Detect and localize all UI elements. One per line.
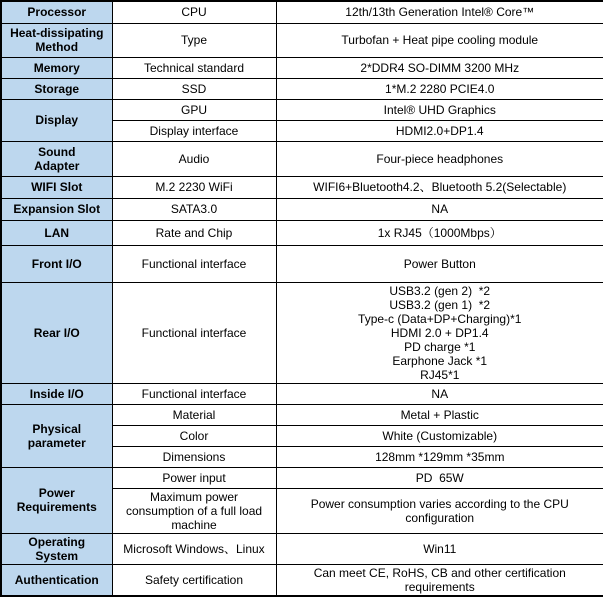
table-row xyxy=(1,467,603,488)
spec-label-text: Maximum power consumption of a full load machine xyxy=(125,489,266,532)
category-line: Heat-dissipating xyxy=(10,26,104,40)
spec-value-line: NA xyxy=(431,386,449,401)
table-row xyxy=(1,282,603,383)
spec-value-line: 1x RJ45（1000Mbps） xyxy=(377,225,502,240)
category-line: WIFI Slot xyxy=(31,180,83,194)
category-line: Processor xyxy=(27,5,87,20)
category-line: Power xyxy=(38,486,75,500)
spec-label-cell xyxy=(112,533,276,564)
category-cell xyxy=(1,99,112,141)
spec-value-cell xyxy=(276,282,603,383)
spec-value-line: White (Customizable) xyxy=(382,428,498,443)
spec-value-line: 128mm *129mm *35mm xyxy=(375,449,505,464)
table-row xyxy=(1,533,603,564)
spec-label-cell xyxy=(112,1,276,23)
spec-label-cell xyxy=(112,220,276,245)
spec-label-cell xyxy=(112,120,276,141)
spec-value-cell xyxy=(276,404,603,425)
spec-label-cell xyxy=(112,99,276,120)
table-row xyxy=(1,383,603,404)
spec-value-cell xyxy=(276,1,603,23)
spec-value-cell xyxy=(276,383,603,404)
spec-value-cell xyxy=(276,467,603,488)
table-row xyxy=(1,23,603,57)
category-line: Memory xyxy=(33,60,80,75)
spec-value-cell xyxy=(276,57,603,78)
category-cell xyxy=(1,220,112,245)
table-row xyxy=(1,220,603,245)
spec-label-cell xyxy=(112,198,276,220)
spec-label-cell xyxy=(112,404,276,425)
spec-label-cell xyxy=(112,383,276,404)
spec-value-cell xyxy=(276,176,603,198)
spec-table-body xyxy=(1,1,603,596)
spec-value-cell xyxy=(276,198,603,220)
category-line: Front I/O xyxy=(31,256,82,271)
spec-value-line: USB3.2 (gen 1) *2 xyxy=(389,297,491,312)
category-line: Method xyxy=(35,40,79,54)
spec-label-text: CPU xyxy=(181,5,207,20)
category-cell xyxy=(1,282,112,383)
category-cell xyxy=(1,198,112,220)
category-line: Adapter xyxy=(34,158,80,173)
table-row xyxy=(1,99,603,120)
spec-value-line: RJ45*1 xyxy=(420,367,460,382)
spec-value-line: USB3.2 (gen 2) *2 xyxy=(389,283,491,298)
table-row xyxy=(1,176,603,198)
spec-label-text: Display interface xyxy=(149,123,239,138)
spec-label-cell xyxy=(112,564,276,596)
category-line: Sound xyxy=(38,144,76,159)
spec-label-text: Audio xyxy=(178,151,210,166)
spec-value-cell xyxy=(276,120,603,141)
category-line: parameter xyxy=(27,435,86,450)
spec-label-text: Dimensions xyxy=(162,449,226,464)
category-line: Physical xyxy=(32,421,82,436)
table-row xyxy=(1,1,603,23)
category-line: LAN xyxy=(44,225,70,240)
spec-value-line: NA xyxy=(431,202,449,216)
category-cell xyxy=(1,467,112,533)
spec-value-line: PD charge *1 xyxy=(404,339,476,354)
category-cell xyxy=(1,245,112,282)
category-line: Authentication xyxy=(14,572,99,587)
spec-label-cell xyxy=(112,141,276,176)
spec-value-line: HDMI2.0+DP1.4 xyxy=(395,123,484,138)
category-cell xyxy=(1,176,112,198)
table-row xyxy=(1,564,603,596)
spec-label-text: Power input xyxy=(162,470,226,485)
table-row xyxy=(1,78,603,99)
spec-value-line: WIFI6+Bluetooth4.2、Bluetooth 5.2(Selectable) xyxy=(313,180,567,194)
spec-value-cell xyxy=(276,245,603,282)
spec-value-line: Power consumption varies according to the CPU configuration xyxy=(310,496,573,525)
spec-label-text: Type xyxy=(180,33,207,47)
spec-label-cell xyxy=(112,467,276,488)
spec-value-line: 12th/13th Generation Intel® Core™ xyxy=(345,5,535,20)
category-cell xyxy=(1,404,112,467)
spec-value-cell xyxy=(276,23,603,57)
spec-value-line: Metal + Plastic xyxy=(400,407,479,422)
category-line: Rear I/O xyxy=(33,325,80,340)
spec-label-text: M.2 2230 WiFi xyxy=(155,180,233,194)
spec-value-line: Power Button xyxy=(403,256,476,271)
spec-value-cell xyxy=(276,564,603,596)
category-cell xyxy=(1,23,112,57)
category-cell xyxy=(1,57,112,78)
spec-label-cell xyxy=(112,488,276,533)
spec-label-text: Functional interface xyxy=(141,256,247,271)
spec-label-text: SATA3.0 xyxy=(170,202,218,216)
category-line: Display xyxy=(35,113,79,127)
spec-label-cell xyxy=(112,23,276,57)
spec-label-cell xyxy=(112,425,276,446)
category-line: Operating xyxy=(28,534,86,549)
spec-value-cell xyxy=(276,446,603,467)
spec-label-cell xyxy=(112,78,276,99)
category-cell xyxy=(1,533,112,564)
spec-label-text: SSD xyxy=(181,81,207,96)
spec-value-line: Earphone Jack *1 xyxy=(392,353,488,368)
spec-value-line: Turbofan + Heat pipe cooling module xyxy=(341,33,539,47)
spec-label-text: GPU xyxy=(180,102,207,117)
spec-label-cell xyxy=(112,245,276,282)
table-row xyxy=(1,57,603,78)
category-cell xyxy=(1,564,112,596)
spec-label-text: Functional interface xyxy=(141,325,247,340)
spec-label-text: Functional interface xyxy=(141,386,247,401)
spec-value-line: HDMI 2.0 + DP1.4 xyxy=(390,325,489,340)
table-row xyxy=(1,141,603,176)
category-cell xyxy=(1,1,112,23)
spec-value-cell xyxy=(276,141,603,176)
spec-label-text: Technical standard xyxy=(143,60,245,75)
table-row xyxy=(1,404,603,425)
category-cell xyxy=(1,383,112,404)
spec-value-cell xyxy=(276,488,603,533)
spec-value-line: 1*M.2 2280 PCIE4.0 xyxy=(385,81,495,96)
spec-label-cell xyxy=(112,446,276,467)
category-line: System xyxy=(35,548,79,563)
category-line: Requirements xyxy=(16,500,97,514)
table-row xyxy=(1,198,603,220)
spec-value-line: PD 65W xyxy=(415,470,464,485)
spec-label-text: Rate and Chip xyxy=(155,225,233,240)
spec-value-cell xyxy=(276,533,603,564)
spec-label-text: Safety certification xyxy=(144,572,244,587)
category-line: Inside I/O xyxy=(29,386,84,401)
spec-value-cell xyxy=(276,99,603,120)
spec-label-cell xyxy=(112,282,276,383)
table-row xyxy=(1,245,603,282)
spec-value-line: Type-c (Data+DP+Charging)*1 xyxy=(358,311,522,326)
spec-value-cell xyxy=(276,425,603,446)
spec-value-cell xyxy=(276,220,603,245)
category-cell xyxy=(1,78,112,99)
spec-label-text: Material xyxy=(172,407,216,422)
spec-value-line: Intel® UHD Graphics xyxy=(383,102,496,117)
spec-label-text: Color xyxy=(179,428,209,443)
spec-label-text: Microsoft Windows、Linux xyxy=(123,541,265,556)
spec-value-line: Win11 xyxy=(423,541,457,556)
spec-label-cell xyxy=(112,57,276,78)
category-cell xyxy=(1,141,112,176)
spec-value-line: 2*DDR4 SO-DIMM 3200 MHz xyxy=(360,60,520,75)
spec-value-line: Can meet CE, RoHS, CB and other certification requirements xyxy=(313,565,570,594)
spec-label-cell xyxy=(112,176,276,198)
spec-value-line: Four-piece headphones xyxy=(376,151,504,166)
category-line: Expansion Slot xyxy=(13,202,101,216)
spec-value-cell xyxy=(276,78,603,99)
category-line: Storage xyxy=(34,81,80,96)
